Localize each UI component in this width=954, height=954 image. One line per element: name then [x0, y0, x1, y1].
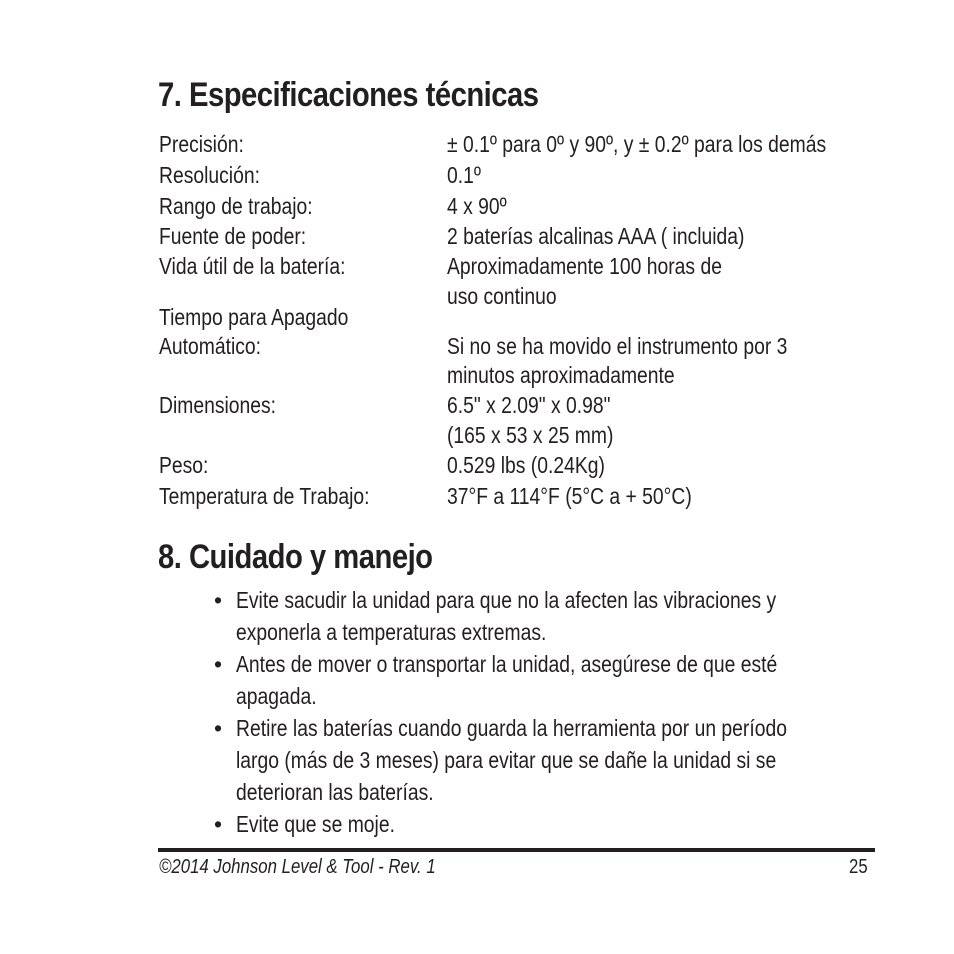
list-item-text: exponerla a temperaturas extremas. — [236, 619, 547, 645]
bullet-icon: • — [214, 811, 223, 837]
footer-copyright: ©2014 Johnson Level & Tool - Rev. 1 — [159, 856, 436, 878]
spec-value-continued: minutos aproximadamente — [447, 362, 675, 388]
spec-value: 0.529 lbs (0.24Kg) — [447, 452, 605, 478]
spec-value: 0.1º — [447, 162, 481, 188]
list-item-text: largo (más de 3 meses) para evitar que se dañe la unidad si se — [236, 747, 777, 773]
section-heading-specifications: 7. Especificaciones técnicas — [158, 76, 539, 114]
spec-value: ± 0.1º para 0º y 90º, y ± 0.2º para los demás — [447, 131, 827, 157]
list-item-text: Retire las baterías cuando guarda la herramienta por un período — [236, 715, 787, 741]
spec-label: Peso: — [159, 452, 209, 478]
spec-label: Dimensiones: — [159, 392, 277, 418]
page-number: 25 — [849, 856, 868, 878]
spec-value: 2 baterías alcalinas AAA ( incluida) — [447, 223, 745, 249]
spec-label: Precisión: — [159, 131, 244, 157]
spec-value: Si no se ha movido el instrumento por 3 — [447, 333, 788, 359]
bullet-icon: • — [214, 651, 223, 677]
spec-value: Aproximadamente 100 horas de — [447, 253, 722, 279]
list-item-text: Evite sacudir la unidad para que no la afecten las vibraciones y — [236, 587, 777, 613]
spec-value: 6.5" x 2.09" x 0.98" — [447, 392, 611, 418]
spec-label: Fuente de poder: — [159, 223, 307, 249]
list-item-text: Antes de mover o transportar la unidad, asegúrese de que esté — [236, 651, 778, 677]
spec-label: Tiempo para Apagado — [159, 304, 349, 330]
list-item-text: deterioran las baterías. — [236, 779, 434, 805]
spec-label: Resolución: — [159, 162, 260, 188]
spec-value: 37°F a 114°F (5°C a + 50°C) — [447, 483, 692, 509]
list-item-text: Evite que se moje. — [236, 811, 395, 837]
list-item-text: apagada. — [236, 683, 317, 709]
spec-value-continued: uso continuo — [447, 283, 557, 309]
spec-value: 4 x 90º — [447, 193, 507, 219]
spec-label: Temperatura de Trabajo: — [159, 483, 370, 509]
footer-divider — [158, 848, 875, 852]
spec-label: Rango de trabajo: — [159, 193, 313, 219]
bullet-icon: • — [214, 587, 223, 613]
spec-label: Vida útil de la batería: — [159, 253, 346, 279]
section-heading-care: 8. Cuidado y manejo — [158, 538, 433, 576]
spec-label: Automático: — [159, 333, 262, 359]
spec-value-continued: (165 x 53 x 25 mm) — [447, 422, 614, 448]
bullet-icon: • — [214, 715, 223, 741]
